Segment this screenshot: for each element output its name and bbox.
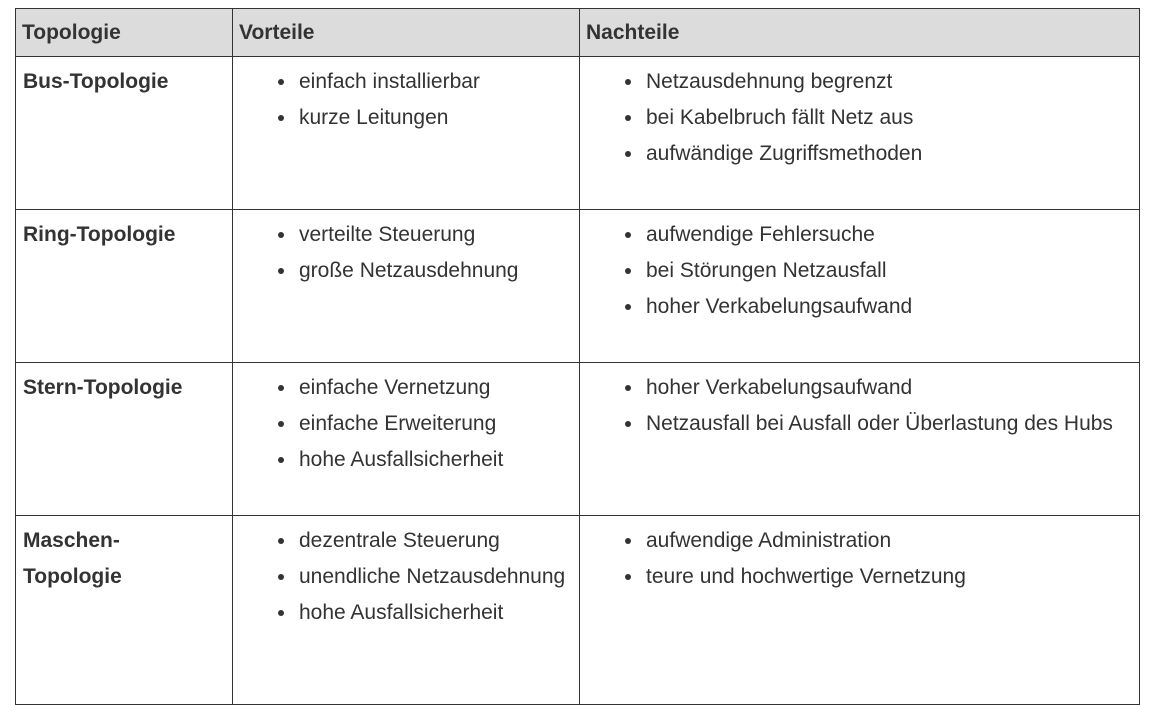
topology-name: Ring-Topologie xyxy=(23,223,176,246)
disadvantage-item: hoher Verkabelungsaufwand xyxy=(646,289,1132,325)
advantages-cell xyxy=(233,57,580,210)
advantage-item: kurze Leitungen xyxy=(299,100,572,136)
advantages-list xyxy=(240,64,572,136)
topology-comparison-table-container xyxy=(15,8,1139,705)
disadvantage-item: bei Kabelbruch fällt Netz aus xyxy=(646,100,1132,136)
topology-name-cell xyxy=(16,210,233,363)
disadvantage-item: teure und hochwertige Vernetzung xyxy=(646,559,1132,595)
table-header-row xyxy=(16,9,1140,57)
advantages-cell xyxy=(233,516,580,705)
advantages-list xyxy=(240,370,572,478)
disadvantage-item: aufwendige Administration xyxy=(646,523,1132,559)
topology-name: Bus-Topologie xyxy=(23,70,169,93)
disadvantages-list xyxy=(587,523,1132,595)
disadvantages-cell xyxy=(580,516,1140,705)
advantages-list xyxy=(240,523,572,631)
advantage-item: verteilte Steuerung xyxy=(299,217,572,253)
advantage-item: einfache Erweiterung xyxy=(299,406,572,442)
table-row-star xyxy=(16,363,1140,516)
header-disadvantages: Nachteile xyxy=(580,9,1140,57)
advantage-item: hohe Ausfallsicherheit xyxy=(299,442,572,478)
disadvantages-cell xyxy=(580,57,1140,210)
topology-name: Stern-Topologie xyxy=(23,376,183,399)
disadvantages-list xyxy=(587,370,1132,442)
table-row-mesh xyxy=(16,516,1140,705)
disadvantage-item: Netzausfall bei Ausfall oder Überlastung des Hubs xyxy=(646,406,1132,442)
table-row-ring xyxy=(16,210,1140,363)
advantages-cell xyxy=(233,210,580,363)
disadvantages-list xyxy=(587,217,1132,325)
advantage-item: hohe Ausfallsicherheit xyxy=(299,595,572,631)
table-row-bus xyxy=(16,57,1140,210)
topology-name-cell xyxy=(16,363,233,516)
advantage-item: unendliche Netzausdehnung xyxy=(299,559,572,595)
advantage-item: einfach installierbar xyxy=(299,64,572,100)
disadvantage-item: Netzausdehnung begrenzt xyxy=(646,64,1132,100)
advantages-cell xyxy=(233,363,580,516)
advantage-item: große Netzausdehnung xyxy=(299,253,572,289)
disadvantages-cell xyxy=(580,210,1140,363)
topology-name-cell xyxy=(16,57,233,210)
advantage-item: einfache Vernetzung xyxy=(299,370,572,406)
disadvantage-item: aufwendige Fehlersuche xyxy=(646,217,1132,253)
header-advantages: Vorteile xyxy=(233,9,580,57)
disadvantages-list xyxy=(587,64,1132,172)
header-topology: Topologie xyxy=(16,9,233,57)
topology-name-cell xyxy=(16,516,233,705)
disadvantage-item: hoher Verkabelungsaufwand xyxy=(646,370,1132,406)
disadvantage-item: bei Störungen Netzausfall xyxy=(646,253,1132,289)
disadvantages-cell xyxy=(580,363,1140,516)
topology-name: Maschen- Topologie xyxy=(23,529,122,588)
disadvantage-item: aufwändige Zugriffsmethoden xyxy=(646,136,1132,172)
topology-comparison-table xyxy=(15,8,1140,705)
advantage-item: dezentrale Steuerung xyxy=(299,523,572,559)
advantages-list xyxy=(240,217,572,289)
